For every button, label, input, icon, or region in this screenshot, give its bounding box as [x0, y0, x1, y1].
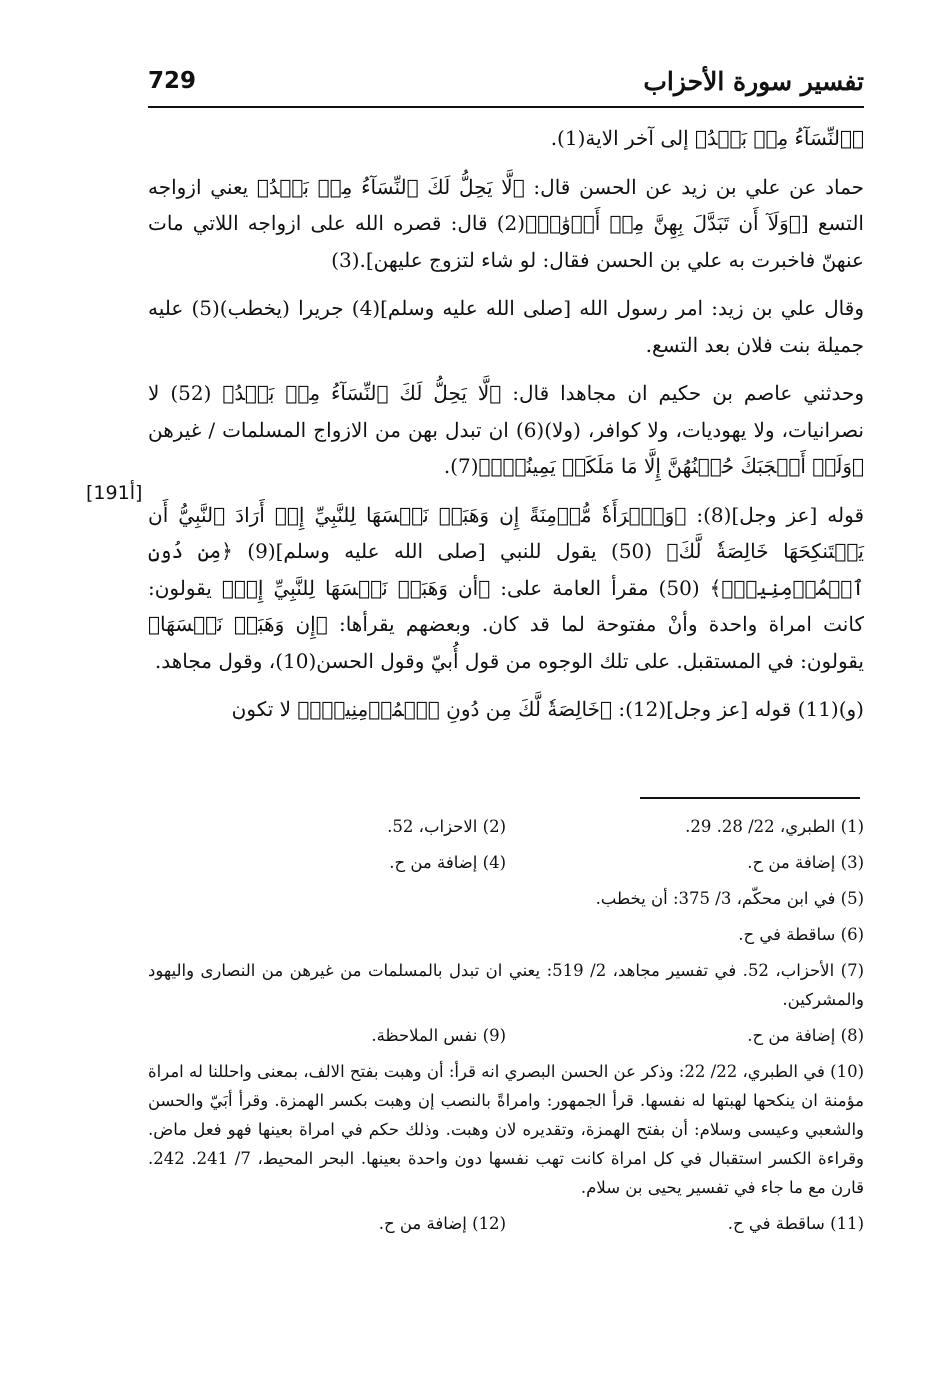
- paragraph: (و)(11) قوله [عز وجل](12): ﴿خَالِصَةٗ لَّكَ مِن دُونِ ٱلۡمُؤۡمِنِينَۗ﴾ لا تكون: [231, 697, 864, 721]
- footnote-row: [148, 812, 864, 841]
- footnotes: [148, 812, 864, 1245]
- footnote-row: [148, 848, 864, 877]
- footnote: (12) إضافة من ح.: [378, 1214, 506, 1233]
- main-text: [148, 120, 864, 740]
- manuscript-folio-mark: [191أ]: [86, 482, 143, 504]
- page-number: 729: [148, 68, 197, 94]
- paragraph: ﴿ٱلنِّسَآءُ مِنۢ بَعۡدُ﴾ إلى آخر الاية(1).: [550, 126, 864, 150]
- footnote: (3) إضافة من ح.: [747, 853, 864, 872]
- footnote-row: [148, 1209, 864, 1238]
- running-title: تفسير سورة الأحزاب: [643, 66, 864, 96]
- paragraph: وقال علي بن زيد: امر رسول الله [صلى الله عليه وسلم](4) جريرا (يخطب)(5) عليه جميلة بنت فلان بعد التسع.: [148, 296, 864, 357]
- footnote: (2) الاحزاب، 52.: [387, 817, 506, 836]
- footnote-row: [148, 1021, 864, 1050]
- page-header: [148, 60, 864, 102]
- footnote: (6) ساقطة في ح.: [738, 925, 864, 944]
- footnote: (5) في ابن محكّم، 3/ 375: أن يخطب.: [595, 889, 864, 908]
- paragraph: حماد عن علي بن زيد عن الحسن قال: ﴿لَّا يَحِلُّ لَكَ ٱلنِّسَآءُ مِنۢ بَعۡدُ﴾ يعني ازواجه التسع [﴿وَلَآ أَن تَبَدَّلَ بِهِنَّ مِنۡ أَزۡوَٰجٖ﴾(2) قال: قصره الله على ازواجه اللاتي مات عنهنّ فاخبرت به علي بن الحسن فقال: لو شاء لتزوج عليهن].(3): [148, 174, 864, 272]
- footnote: (7) الأحزاب، 52. في تفسير مجاهد، 2/ 519: يعني ان تبدل بالمسلمات من غيرهن من النصارى واليهود والمشركين.: [148, 961, 865, 1009]
- footnote: (10) في الطبري، 22/ 22: وذكر عن الحسن البصري انه قرأ: أن وهبت بفتح الالف، بمعنى واحللنا له امراة مؤمنة ان ينكحها لهبتها له نفسها. قرأ الجمهور: وامراةً بالنصب إن وهبت بكسر الهمزة. وقرأ أبَيّ والحسن والشعبي وعيسى وسلام: أن بفتح الهمزة، وتقديره لان وهبت. وذلك حكم في امراة بعينها فهو فعل ماض. وقراءة الكسر استقبال في كل امراة كانت تهب نفسها دون واحدة بعينها. البحر المحيط، 7/ 241. 242. قارن مع ما جاء في تفسير يحيى بن سلام.: [148, 1062, 865, 1197]
- footnote-rule: [640, 797, 860, 799]
- footnote: (4) إضافة من ح.: [389, 853, 506, 872]
- footnote: (8) إضافة من ح.: [747, 1026, 864, 1045]
- footnote: (1) الطبري، 22/ 28. 29.: [685, 817, 864, 836]
- paragraph: قوله [عز وجل](8): ﴿وَٱمۡرَأَةٗ مُّؤۡمِنَةً إِن وَهَبَتۡ نَفۡسَهَا لِلنَّبِيِّ إِنۡ أَرَادَ ٱلنَّبِيُّ أَن يَسۡتَنكِحَهَا خَالِصَةٗ لَّكَ﴾ (50) يقول للنبي [صلى الله عليه وسلم](9) ﴿مِن دُونِ ٱلۡمُؤۡمِنِينَۗ﴾ (50) مقرأ العامة على: ﴿أن وَهَبَتۡ نَفۡسَهَا لِلنَّبِيِّ إِنۡ﴾ يقولون: كانت امراة واحدة وأنْ مفتوحة لما قد كان. وبعضهم يقرأها: ﴿إِن وَهَبَتۡ نَفۡسَهَا﴾ يقولون: في المستقبل. على تلك الوجوه من قول أُبيّ وقول الحسن(10)، وقول مجاهد.: [148, 502, 865, 673]
- header-rule: [148, 106, 864, 108]
- footnote: (9) نفس الملاحظة.: [371, 1026, 506, 1045]
- paragraph: وحدثني عاصم بن حكيم ان مجاهدا قال: ﴿لَّا يَحِلُّ لَكَ ٱلنِّسَآءُ مِنۢ بَعۡدُ﴾ (52) لا نصرانيات، ولا يهوديات، ولا كوافر، (ولا)(6) ان تبدل بهن من الازواج المسلمات / غيرهن ﴿وَلَوۡ أَعۡجَبَكَ حُسۡنُهُنَّ إِلَّا مَا مَلَكَتۡ يَمِينُكَۗ﴾(7).: [148, 381, 864, 478]
- footnote: (11) ساقطة في ح.: [727, 1214, 864, 1233]
